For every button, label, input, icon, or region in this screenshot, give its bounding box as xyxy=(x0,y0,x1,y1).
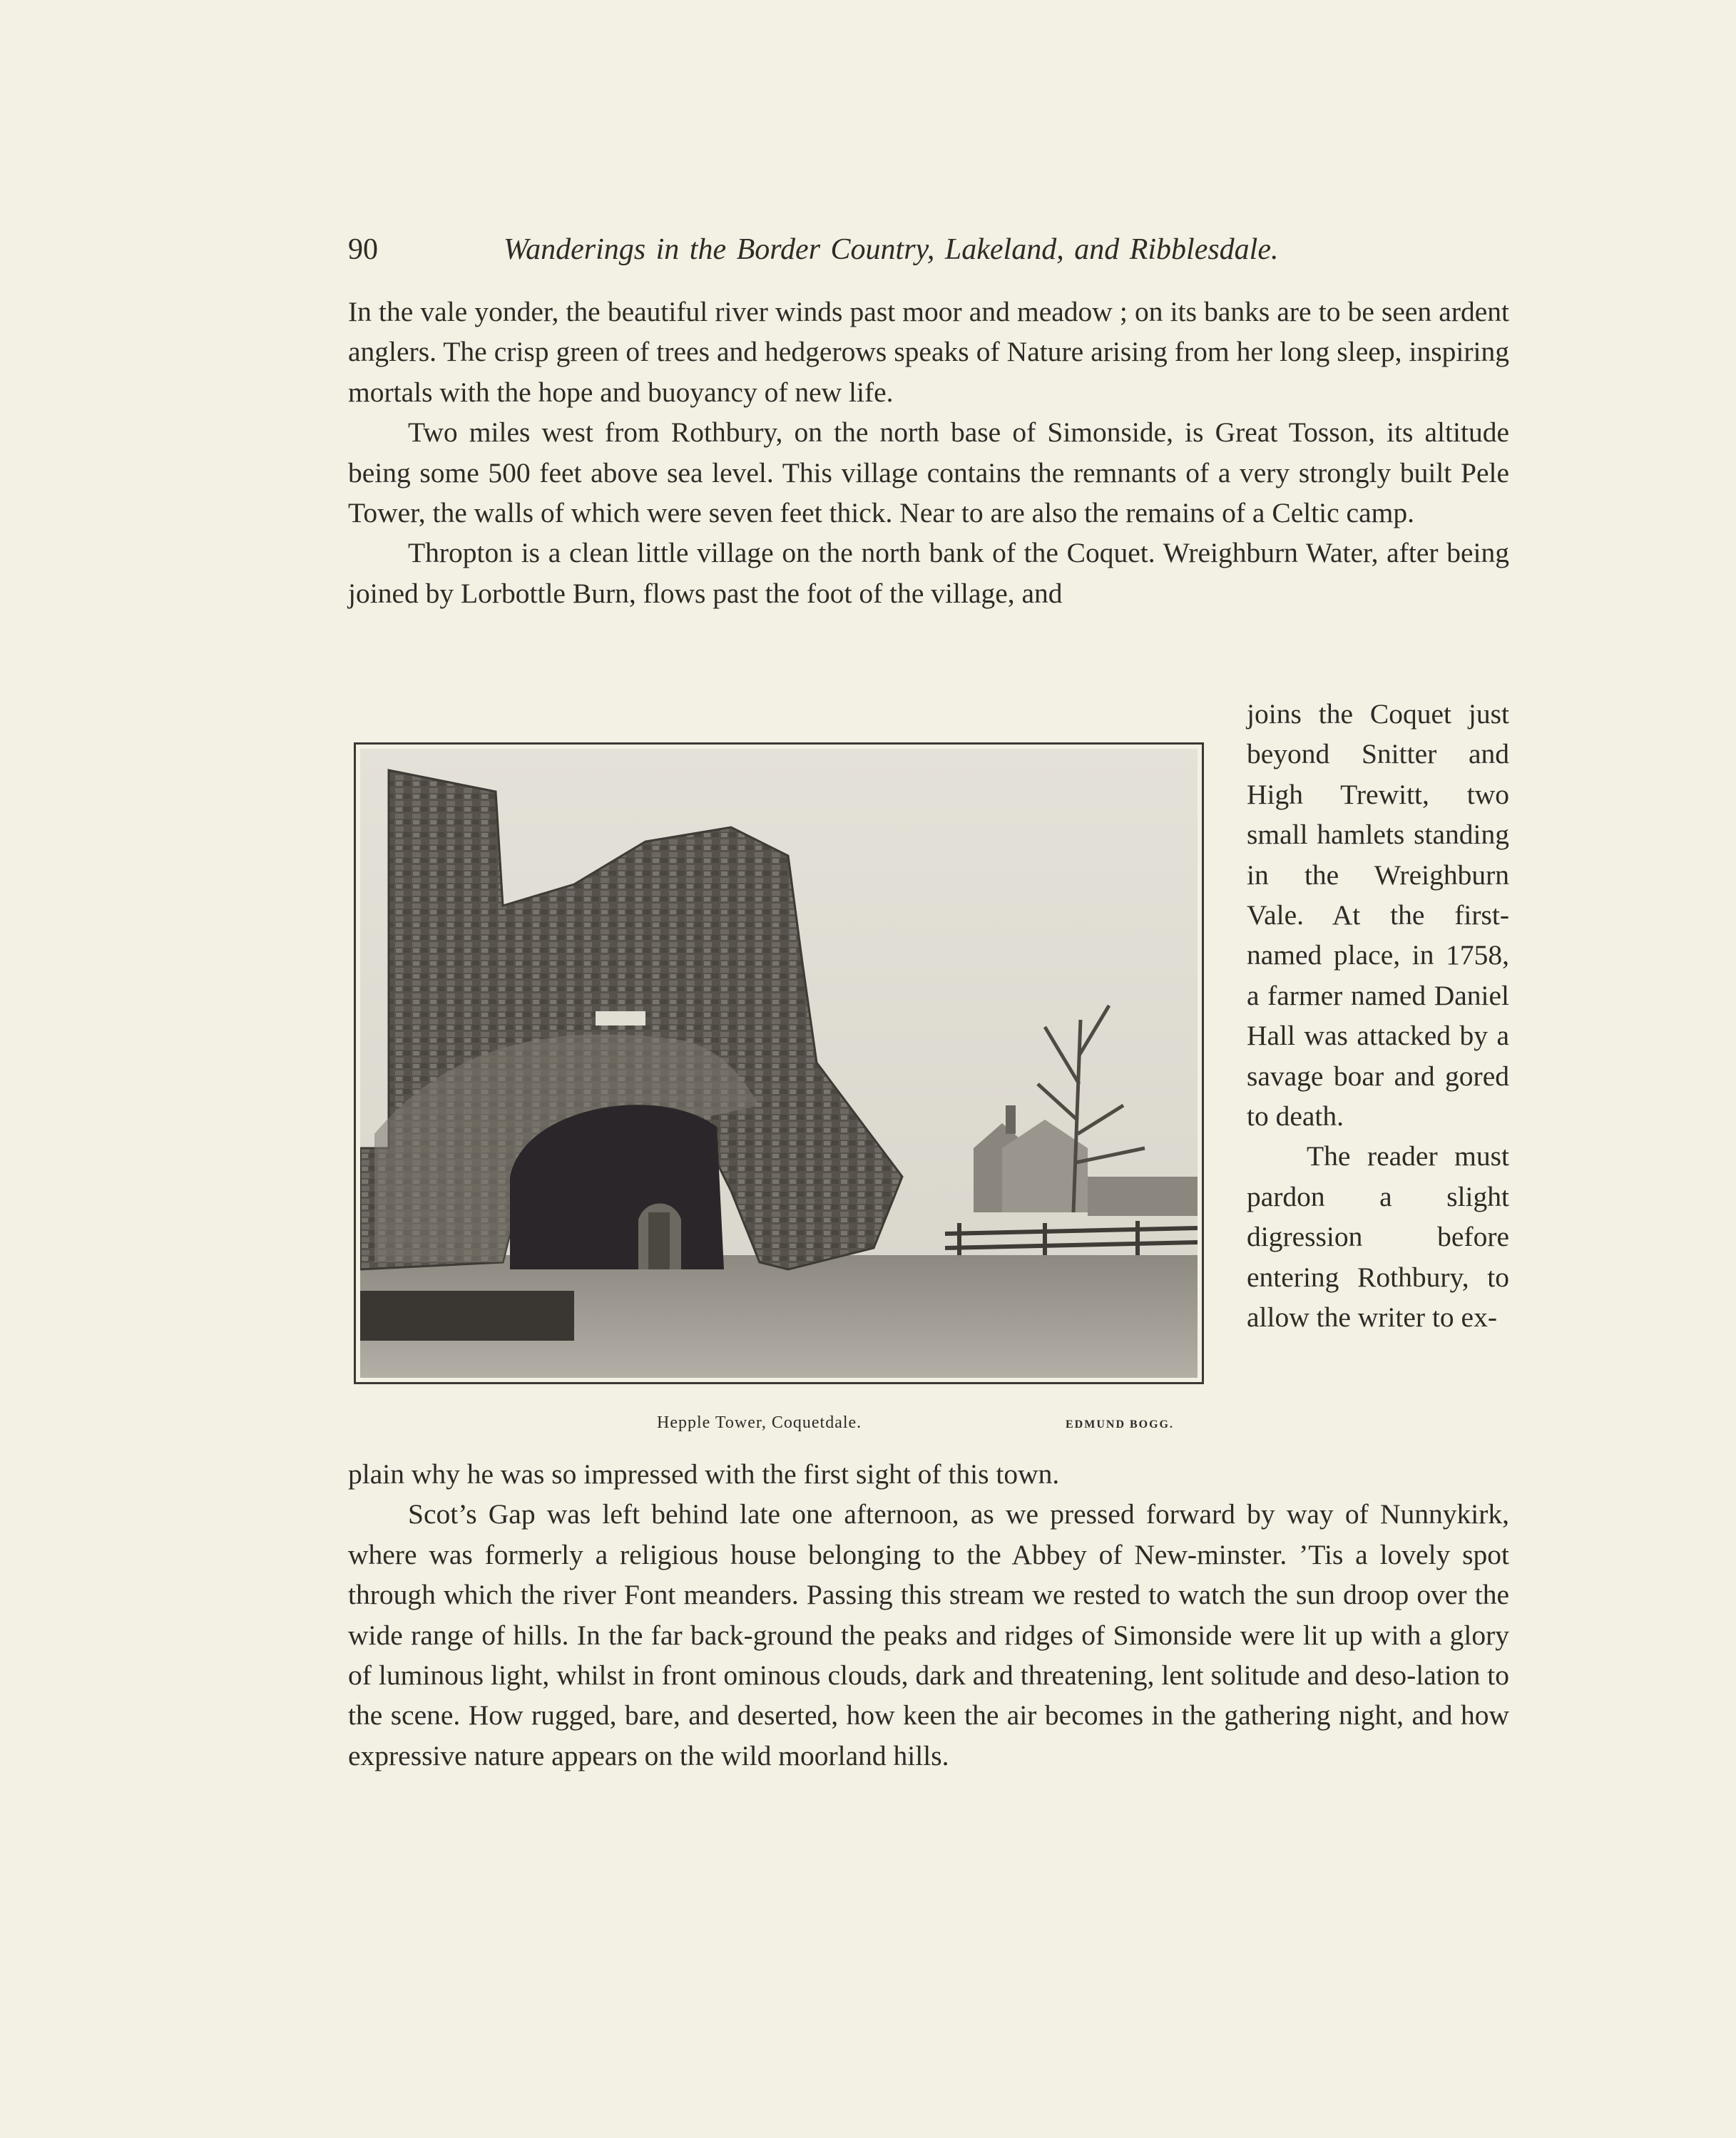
paragraph: In the vale yonder, the beautiful river winds past moor and meadow ; on its banks are to be seen ardent anglers. The crisp green of trees and hedgerows speaks of Nature arising from her long sleep, inspiring mortals with the hope and buoyancy of new life. xyxy=(348,296,1509,408)
tower-ruin-illustration xyxy=(360,749,1198,1378)
running-head xyxy=(348,228,1375,271)
running-title: Wanderings in the Border Country, Lakeland, and Ribblesdale. xyxy=(504,233,1279,266)
figure-credit: EDMUND BOGG. xyxy=(1066,1418,1174,1431)
paragraph: The reader must pardon a slight digression before entering Rothbury, to allow the writer to ex- xyxy=(1247,1140,1509,1334)
figure-caption: Hepple Tower, Coquetdale. xyxy=(657,1413,862,1432)
paragraph: joins the Coquet just beyond Snitter and High Trewitt, two small hamlets standing in the Wreighburn Vale. At the first-named place, in 1758, a farmer named Daniel Hall was attacked by a savage boar and gored to death. xyxy=(1247,698,1509,1132)
page-number: 90 xyxy=(348,233,378,266)
paragraph: Two miles west from Rothbury, on the north base of Simonside, is Great Tosson, its altitude being some 500 feet above sea level. This village contains the remnants of a very strongly built Pele Tower, the walls of which were seven feet thick. Near to are also the remains of a Celtic camp. xyxy=(348,416,1509,529)
photo-hepple-tower xyxy=(354,742,1204,1384)
paragraph: Thropton is a clean little village on the north bank of the Coquet. Wreighburn Water, after being joined by Lorbottle Burn, flows past the foot of the village, and xyxy=(348,537,1509,609)
paragraph: Scot’s Gap was left behind late one afternoon, as we pressed forward by way of Nunnykirk, where was formerly a religious house belonging to the Abbey of New-minster. ’Tis a lovely spot through which the river Font meanders. Passing this stream we rested to watch the sun droop over the wide range of hills. In the far back-ground the peaks and ridges of Simonside were lit up with a glory of luminous light, whilst in front ominous clouds, dark and threatening, lent solitude and deso-lation to the scene. How rugged, bare, and deserted, how keen the air becomes in the gathering night, and how expressive nature appears on the wild moorland hills. xyxy=(348,1498,1509,1771)
text-block-top xyxy=(348,292,1509,613)
text-block-wrap xyxy=(1247,694,1509,1338)
paragraph: plain why he was so impressed with the first sight of this town. xyxy=(348,1458,1060,1490)
text-block-bottom xyxy=(348,1454,1509,1776)
